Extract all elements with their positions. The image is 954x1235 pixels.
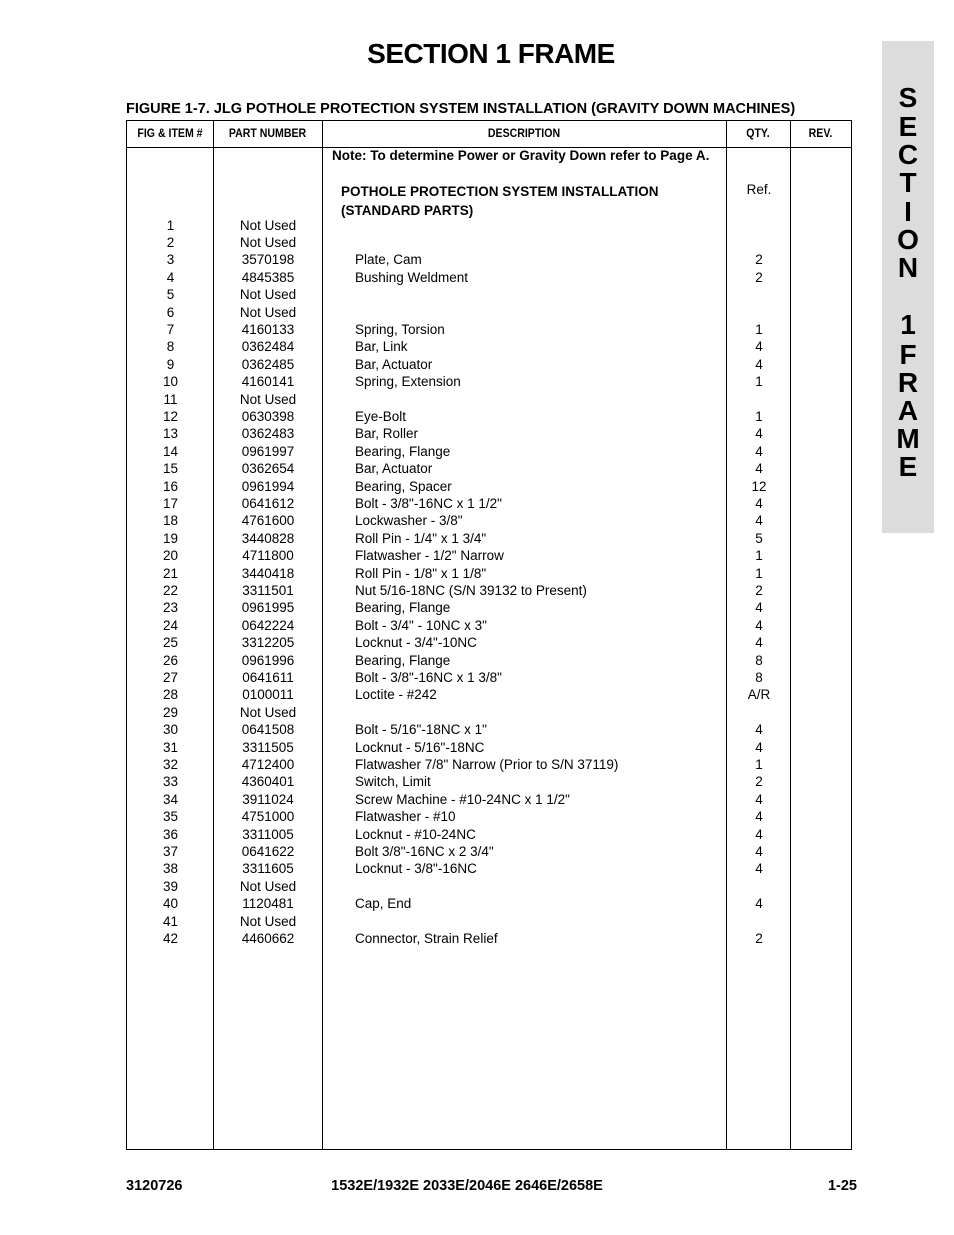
part-number: 3440418 — [241, 565, 295, 581]
part-description: Bar, Link — [355, 339, 408, 355]
quantity: 8 — [755, 669, 763, 685]
section-title: SECTION 1 FRAME — [367, 38, 615, 69]
item-number: 34 — [162, 791, 179, 807]
part-description: Switch, Limit — [355, 774, 431, 790]
part-description: Bar, Actuator — [355, 356, 433, 372]
item-number: 4 — [166, 269, 175, 285]
table-row — [127, 704, 851, 721]
part-description: Bolt 3/8"-16NC x 2 3/4" — [355, 843, 494, 859]
quantity: 2 — [755, 252, 763, 268]
quantity: 4 — [755, 896, 763, 912]
table-row — [127, 217, 851, 234]
item-number: 26 — [162, 652, 179, 668]
item-number: 24 — [162, 617, 179, 633]
part-number: 0961996 — [241, 652, 295, 668]
quantity: 4 — [755, 635, 763, 651]
quantity: 5 — [755, 530, 763, 546]
part-description: Locknut - 5/16"-18NC — [355, 739, 485, 755]
item-number: 31 — [162, 739, 179, 755]
part-number: 0362483 — [241, 426, 295, 442]
item-number: 2 — [166, 234, 175, 250]
table-row — [127, 512, 851, 529]
item-number: 9 — [166, 356, 175, 372]
item-number: 28 — [162, 687, 179, 703]
quantity: 12 — [751, 478, 767, 494]
item-number: 16 — [162, 478, 179, 494]
item-number: 20 — [162, 548, 179, 564]
item-number: 5 — [166, 287, 175, 303]
part-description: Locknut - 3/8"-16NC — [355, 861, 477, 877]
item-number: 19 — [162, 530, 179, 546]
item-number: 17 — [162, 495, 179, 511]
table-row — [127, 634, 851, 651]
part-number: 1120481 — [242, 896, 294, 912]
part-description: Flatwasher - 1/2" Narrow — [355, 548, 504, 564]
side-tab-letter: N — [897, 252, 919, 283]
quantity: 4 — [755, 495, 763, 511]
group-heading-line2: (STANDARD PARTS) — [341, 203, 474, 218]
part-number: 3911024 — [242, 791, 294, 807]
table-row — [127, 582, 851, 599]
part-description: Bushing Weldment — [355, 269, 469, 285]
part-number: Not Used — [239, 878, 297, 894]
part-number: 4711800 — [242, 548, 294, 564]
item-number: 33 — [162, 774, 179, 790]
part-description: Bearing, Spacer — [355, 478, 452, 494]
part-description: Bearing, Flange — [355, 443, 451, 459]
table-row — [127, 321, 851, 338]
item-number: 39 — [162, 878, 179, 894]
part-description: Roll Pin - 1/4" x 1 3/4" — [355, 530, 487, 546]
part-description: Bar, Roller — [355, 426, 419, 442]
column-header-item: FIG & ITEM # — [137, 126, 203, 140]
quantity: 1 — [755, 374, 763, 390]
column-header-description: DESCRIPTION — [487, 126, 561, 140]
table-row — [127, 843, 851, 860]
part-number: 4751000 — [241, 809, 295, 825]
table-row — [127, 826, 851, 843]
quantity: 4 — [755, 600, 763, 616]
table-row — [127, 530, 851, 547]
part-description: Flatwasher - #10 — [355, 809, 456, 825]
quantity: 4 — [755, 513, 763, 529]
item-number: 10 — [162, 374, 179, 390]
quantity: 1 — [755, 408, 763, 424]
part-number: 0961994 — [241, 478, 295, 494]
quantity: 4 — [755, 739, 763, 755]
side-tab-letter: C — [897, 139, 919, 170]
item-number: 22 — [162, 582, 179, 598]
part-description: Eye-Bolt — [355, 408, 407, 424]
part-description: Bearing, Flange — [355, 652, 451, 668]
quantity: 4 — [755, 809, 763, 825]
table-row — [127, 913, 851, 930]
table-row — [127, 460, 851, 477]
table-row — [127, 652, 851, 669]
part-number: 3311501 — [242, 582, 294, 598]
table-row — [127, 930, 851, 947]
part-number: 0641622 — [241, 843, 295, 859]
table-row — [127, 808, 851, 825]
table-row — [127, 373, 851, 390]
table-row — [127, 756, 851, 773]
table-row — [127, 408, 851, 425]
table-row — [127, 304, 851, 321]
side-tab-letter: F — [899, 339, 917, 370]
side-tab-letter: A — [897, 395, 919, 426]
quantity: 1 — [755, 756, 763, 772]
footer-models: 1532E/1932E 2033E/2046E 2646E/2658E — [331, 1178, 603, 1194]
part-number: 0100011 — [242, 687, 294, 703]
item-number: 27 — [162, 669, 179, 685]
part-number: 4761600 — [241, 513, 295, 529]
part-description: Bolt - 3/8"-16NC x 1 1/2" — [355, 495, 502, 511]
part-number: 0362485 — [241, 356, 295, 372]
item-number: 3 — [166, 252, 175, 268]
side-tab-letter: E — [898, 111, 918, 142]
part-number: Not Used — [239, 234, 297, 250]
item-number: 8 — [166, 339, 175, 355]
column-header-qty: QTY. — [746, 126, 770, 140]
column-header-part-number: PART NUMBER — [228, 126, 307, 140]
quantity: 4 — [755, 443, 763, 459]
table-row — [127, 425, 851, 442]
table-row — [127, 547, 851, 564]
table-row — [127, 234, 851, 251]
table-row — [127, 791, 851, 808]
table-row — [127, 617, 851, 634]
quantity: 4 — [755, 843, 763, 859]
part-number: 4845385 — [241, 269, 295, 285]
table-row — [127, 773, 851, 790]
gravity-down-note: Note: To determine Power or Gravity Down refer to Page A. — [332, 148, 710, 163]
item-number: 15 — [162, 461, 179, 477]
part-description: Connector, Strain Relief — [355, 930, 498, 946]
part-number: 3311605 — [242, 861, 294, 877]
quantity: 4 — [755, 617, 763, 633]
section-side-tab — [882, 41, 934, 533]
table-row — [127, 878, 851, 895]
part-number: 4712400 — [241, 756, 295, 772]
item-number: 30 — [162, 722, 179, 738]
quantity: 4 — [755, 426, 763, 442]
part-description: Spring, Torsion — [355, 321, 445, 337]
part-number: 0642224 — [241, 617, 295, 633]
table-row — [127, 251, 851, 268]
part-number: 4360401 — [241, 774, 295, 790]
part-description: Lockwasher - 3/8" — [355, 513, 463, 529]
part-description: Spring, Extension — [355, 374, 461, 390]
part-number: 0641612 — [241, 495, 295, 511]
item-number: 38 — [162, 861, 179, 877]
table-row — [127, 338, 851, 355]
part-number: 0641611 — [242, 669, 294, 685]
item-number: 35 — [162, 809, 179, 825]
part-description: Bolt - 3/4" - 10NC x 3" — [355, 617, 487, 633]
part-number: 3440828 — [241, 530, 295, 546]
figure-title: FIGURE 1-7. JLG POTHOLE PROTECTION SYSTEM INSTALLATION (GRAVITY DOWN MACHINES) — [126, 101, 796, 117]
group-heading-line1: POTHOLE PROTECTION SYSTEM INSTALLATION — [341, 184, 659, 199]
quantity: 1 — [755, 548, 763, 564]
table-row — [127, 443, 851, 460]
quantity: 4 — [755, 722, 763, 738]
item-number: 36 — [162, 826, 179, 842]
table-row — [127, 860, 851, 877]
item-number: 13 — [162, 426, 179, 442]
part-description: Bolt - 3/8"-16NC x 1 3/8" — [355, 669, 502, 685]
item-number: 42 — [162, 930, 179, 946]
quantity: 2 — [755, 774, 763, 790]
quantity: 4 — [755, 461, 763, 477]
table-row — [127, 495, 851, 512]
part-number: 0630398 — [241, 408, 295, 424]
part-number: Not Used — [239, 913, 297, 929]
item-number: 40 — [162, 896, 179, 912]
part-number: 0961997 — [241, 443, 295, 459]
item-number: 41 — [162, 913, 179, 929]
item-number: 14 — [162, 443, 179, 459]
quantity: 4 — [755, 826, 763, 842]
side-tab-letter: M — [896, 423, 920, 454]
side-tab-letter: O — [897, 224, 919, 255]
table-row — [127, 739, 851, 756]
table-row — [127, 721, 851, 738]
part-description: Bar, Actuator — [355, 461, 433, 477]
column-header-rev: REV. — [808, 126, 833, 140]
table-row — [127, 478, 851, 495]
part-description: Roll Pin - 1/8" x 1 1/8" — [355, 565, 487, 581]
part-description: Loctite - #242 — [355, 687, 437, 703]
item-number: 37 — [162, 843, 179, 859]
table-row — [127, 356, 851, 373]
table-row — [127, 286, 851, 303]
part-description: Screw Machine - #10-24NC x 1 1/2" — [355, 791, 570, 807]
part-number: 4460662 — [241, 930, 295, 946]
part-number: Not Used — [239, 391, 297, 407]
group-qty: Ref. — [746, 182, 772, 197]
quantity: 4 — [755, 791, 763, 807]
side-tab-letter: R — [897, 367, 919, 398]
item-number: 7 — [166, 321, 175, 337]
table-row — [127, 686, 851, 703]
quantity: 4 — [755, 356, 763, 372]
table-row — [127, 669, 851, 686]
part-number: 0362654 — [241, 461, 295, 477]
part-number: 4160133 — [241, 321, 295, 337]
part-number: Not Used — [239, 704, 297, 720]
side-tab-letter: S — [898, 82, 918, 113]
group-heading — [341, 182, 711, 220]
part-description: Bolt - 5/16"-18NC x 1" — [355, 722, 487, 738]
table-row — [127, 895, 851, 912]
part-number: 0961995 — [241, 600, 295, 616]
table-row — [127, 565, 851, 582]
part-description: Locknut - #10-24NC — [355, 826, 476, 842]
quantity: 2 — [755, 269, 763, 285]
part-number: 4160141 — [241, 374, 295, 390]
quantity: 2 — [755, 930, 763, 946]
quantity: 4 — [755, 339, 763, 355]
item-number: 18 — [162, 513, 179, 529]
item-number: 1 — [166, 217, 175, 233]
quantity: 1 — [755, 321, 763, 337]
part-number: 3312205 — [241, 635, 295, 651]
part-number: Not Used — [239, 304, 297, 320]
part-description: Flatwasher 7/8" Narrow (Prior to S/N 37119) — [355, 756, 619, 772]
item-number: 32 — [162, 756, 179, 772]
item-number: 23 — [162, 600, 179, 616]
item-number: 21 — [162, 565, 179, 581]
table-row — [127, 391, 851, 408]
item-number: 6 — [166, 304, 175, 320]
quantity: 8 — [755, 652, 763, 668]
item-number: 11 — [163, 391, 178, 407]
side-tab-letter: I — [904, 196, 912, 227]
side-tab-letter: E — [898, 451, 918, 482]
part-number: Not Used — [239, 217, 297, 233]
part-description: Bearing, Flange — [355, 600, 451, 616]
item-number: 12 — [162, 408, 179, 424]
table-row — [127, 269, 851, 286]
footer-doc-number: 3120726 — [126, 1178, 183, 1194]
part-description: Cap, End — [355, 896, 412, 912]
part-number: 3311505 — [242, 739, 294, 755]
part-number: 3311005 — [242, 826, 294, 842]
part-description: Nut 5/16-18NC (S/N 39132 to Present) — [355, 582, 587, 598]
quantity: 1 — [755, 565, 763, 581]
part-number: 0362484 — [241, 339, 295, 355]
quantity: A/R — [747, 687, 771, 703]
parts-table — [126, 120, 852, 1150]
part-number: Not Used — [239, 287, 297, 303]
table-row — [127, 599, 851, 616]
quantity: 2 — [755, 582, 763, 598]
part-number: 0641508 — [241, 722, 295, 738]
part-description: Locknut - 3/4"-10NC — [355, 635, 477, 651]
footer-page-number: 1-25 — [827, 1178, 857, 1194]
quantity: 4 — [755, 861, 763, 877]
part-number: 3570198 — [241, 252, 295, 268]
item-number: 25 — [162, 635, 179, 651]
item-number: 29 — [162, 704, 179, 720]
side-tab-letter: 1 — [900, 309, 916, 340]
side-tab-letter: T — [899, 167, 917, 198]
part-description: Plate, Cam — [355, 252, 422, 268]
